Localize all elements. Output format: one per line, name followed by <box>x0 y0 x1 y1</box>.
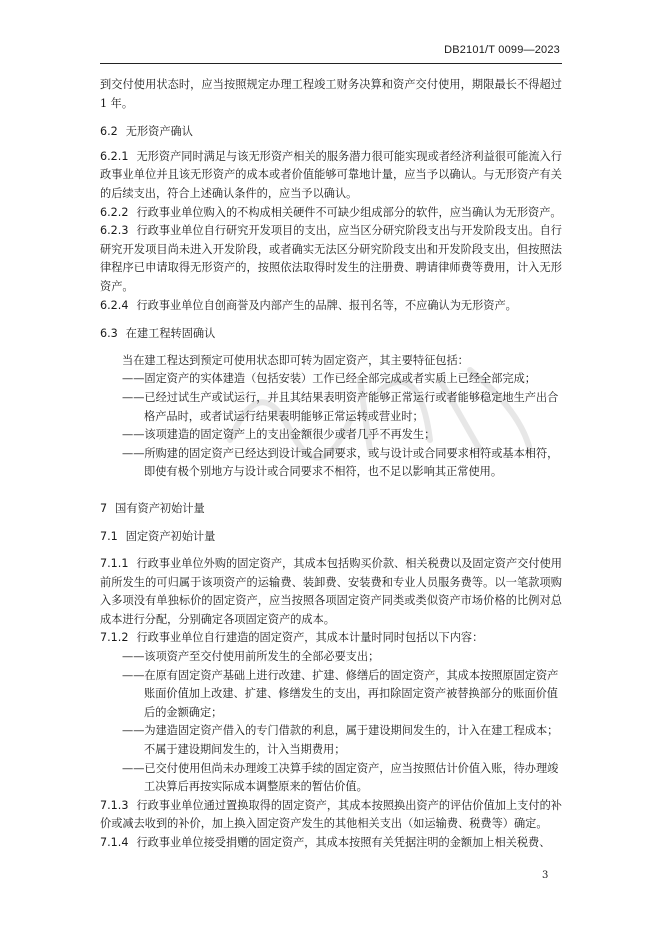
list-item: ——为建造固定资产借入的专门借款的利息，属于建设期间发生的，计入在建工程成本；不属于建设期间发生的，计入当期费用； <box>122 724 559 756</box>
clause-number: 6.2.1 <box>100 149 129 163</box>
list-item: ——固定资产的实体建造（包括安装）工作已经全部完成或者实质上已经全部完成； <box>122 372 536 386</box>
section-number: 6.2 <box>100 125 118 139</box>
section-title: 无形资产确认 <box>125 125 193 139</box>
clause-text: 无形资产同时满足与该无形资产相关的服务潜力很可能实现或者经济利益很可能流入行政事业单位并且该无形资产的成本或者价值能够可靠地计量，应当予以确认。与无形资产有关的后续支出，符合上述确认条件的，应当予以确认。 <box>100 149 562 200</box>
clause-text: 行政事业单位购入的不构成相关硬件不可缺少组成部分的软件，应当确认为无形资产。 <box>136 205 562 219</box>
clause-7-1-3 <box>100 797 562 834</box>
section-title: 国有资产初始计量 <box>115 501 205 515</box>
list-item: ——在原有固定资产基础上进行改建、扩建、修缮后的固定资产，其成本按照原固定资产账面价值加上改建、扩建、修缮发生的支出，再扣除固定资产被替换部分的账面价值后的金额确定； <box>122 668 559 719</box>
clause-7-1-2 <box>100 629 562 648</box>
section-heading-7 <box>100 500 562 519</box>
section-heading-6-3 <box>100 325 562 344</box>
section-number: 7 <box>100 501 108 515</box>
clause-text: 行政事业单位自创商誉及内部产生的品牌、报刊名等，不应确认为无形资产。 <box>136 298 517 312</box>
section-title: 固定资产初始计量 <box>125 530 216 544</box>
section-number: 6.3 <box>100 327 118 341</box>
clause-number: 7.1.4 <box>100 835 129 849</box>
clause-text: 行政事业单位通过置换取得的固定资产，其成本按照换出资产的评估价值加上支付的补价或减去收到的补价，加上换入固定资产发生的其他相关支出（如运输费、税费等）确定。 <box>100 798 562 831</box>
list-item: ——已经过试生产或试运行，并且其结果表明资产能够正常运行或者能够稳定地生产出合格产品时，或者试运行结果表明能够正常运转或营业时； <box>122 390 559 423</box>
clause-number: 6.2.4 <box>100 298 129 312</box>
clause-text: 行政事业单位自行建造的固定资产，其成本计量时同时包括以下内容： <box>136 631 484 645</box>
document-code: DB2101/T 0099—2023 <box>444 44 560 56</box>
list-item: ——已交付使用但尚未办理竣工决算手续的固定资产，应当按照估计价值入账，待办理竣工决算后再按实际成本调整原来的暂估价值。 <box>122 761 559 794</box>
list-item: ——该项建造的固定资产上的支出金额很少或者几乎不再发生； <box>122 428 436 442</box>
page-number: 3 <box>542 870 549 881</box>
header-rule <box>100 63 562 64</box>
section-heading-7-1 <box>100 528 562 547</box>
clause-6-2-1 <box>100 148 562 204</box>
clause-7-1-1 <box>100 555 562 629</box>
clause-number: 7.1.3 <box>100 798 129 812</box>
section-number: 7.1 <box>100 530 118 544</box>
section-heading-6-2 <box>100 123 562 142</box>
list-item: ——该项资产至交付使用前所发生的全部必要支出； <box>122 650 380 664</box>
clause-text: 行政事业单位外购的固定资产，其成本包括购买价款、相关税费以及固定资产交付使用前所发生的可归属于该项资产的运输费、装卸费、安装费和专业人员服务费等。以一笔款项购入多项没有单独标价的固定资产，应当按照各项固定资产同类或类似资产市场价格的比例对总成本进行分配，分别确定各项固定资产的成本。 <box>100 557 562 626</box>
clause-number: 6.2.2 <box>100 205 129 219</box>
section-title: 在建工程转固确认 <box>125 327 216 341</box>
clause-text: 行政事业单位接受捐赠的固定资产，其成本按照有关凭据注明的金额加上相关税费、 <box>136 835 551 849</box>
clause-6-2-4 <box>100 297 562 316</box>
clause-6-2-2 <box>100 204 562 223</box>
intro-paragraph: 到交付使用状态时，应当按照规定办理工程竣工财务决算和资产交付使用，期限最长不得超过 1 年。 <box>100 78 562 110</box>
clause-number: 6.2.3 <box>100 224 129 238</box>
clause-number: 7.1.2 <box>100 631 129 645</box>
clause-text: 行政事业单位自行研究开发项目的支出，应当区分研究阶段支出与开发阶段支出。自行研究开发项目尚未进入开发阶段，或者确实无法区分研究阶段支出和开发阶段支出，但按照法律程序已申请取得无形资产的，按照依法取得时发生的注册费、聘请律师费等费用，计入无形资产。 <box>100 224 562 293</box>
document-body <box>100 76 562 853</box>
clause-6-2-3 <box>100 222 562 296</box>
clause-7-1-4 <box>100 834 562 853</box>
list-item: ——所购建的固定资产已经达到设计或合同要求，或与设计或合同要求相符或基本相符，即使有极个别地方与设计或合同要求不相符，也不足以影响其正常使用。 <box>122 446 559 479</box>
lead-paragraph: 当在建工程达到预定可使用状态即可转为固定资产，其主要特征包括： <box>122 353 469 367</box>
clause-number: 7.1.1 <box>100 557 129 571</box>
